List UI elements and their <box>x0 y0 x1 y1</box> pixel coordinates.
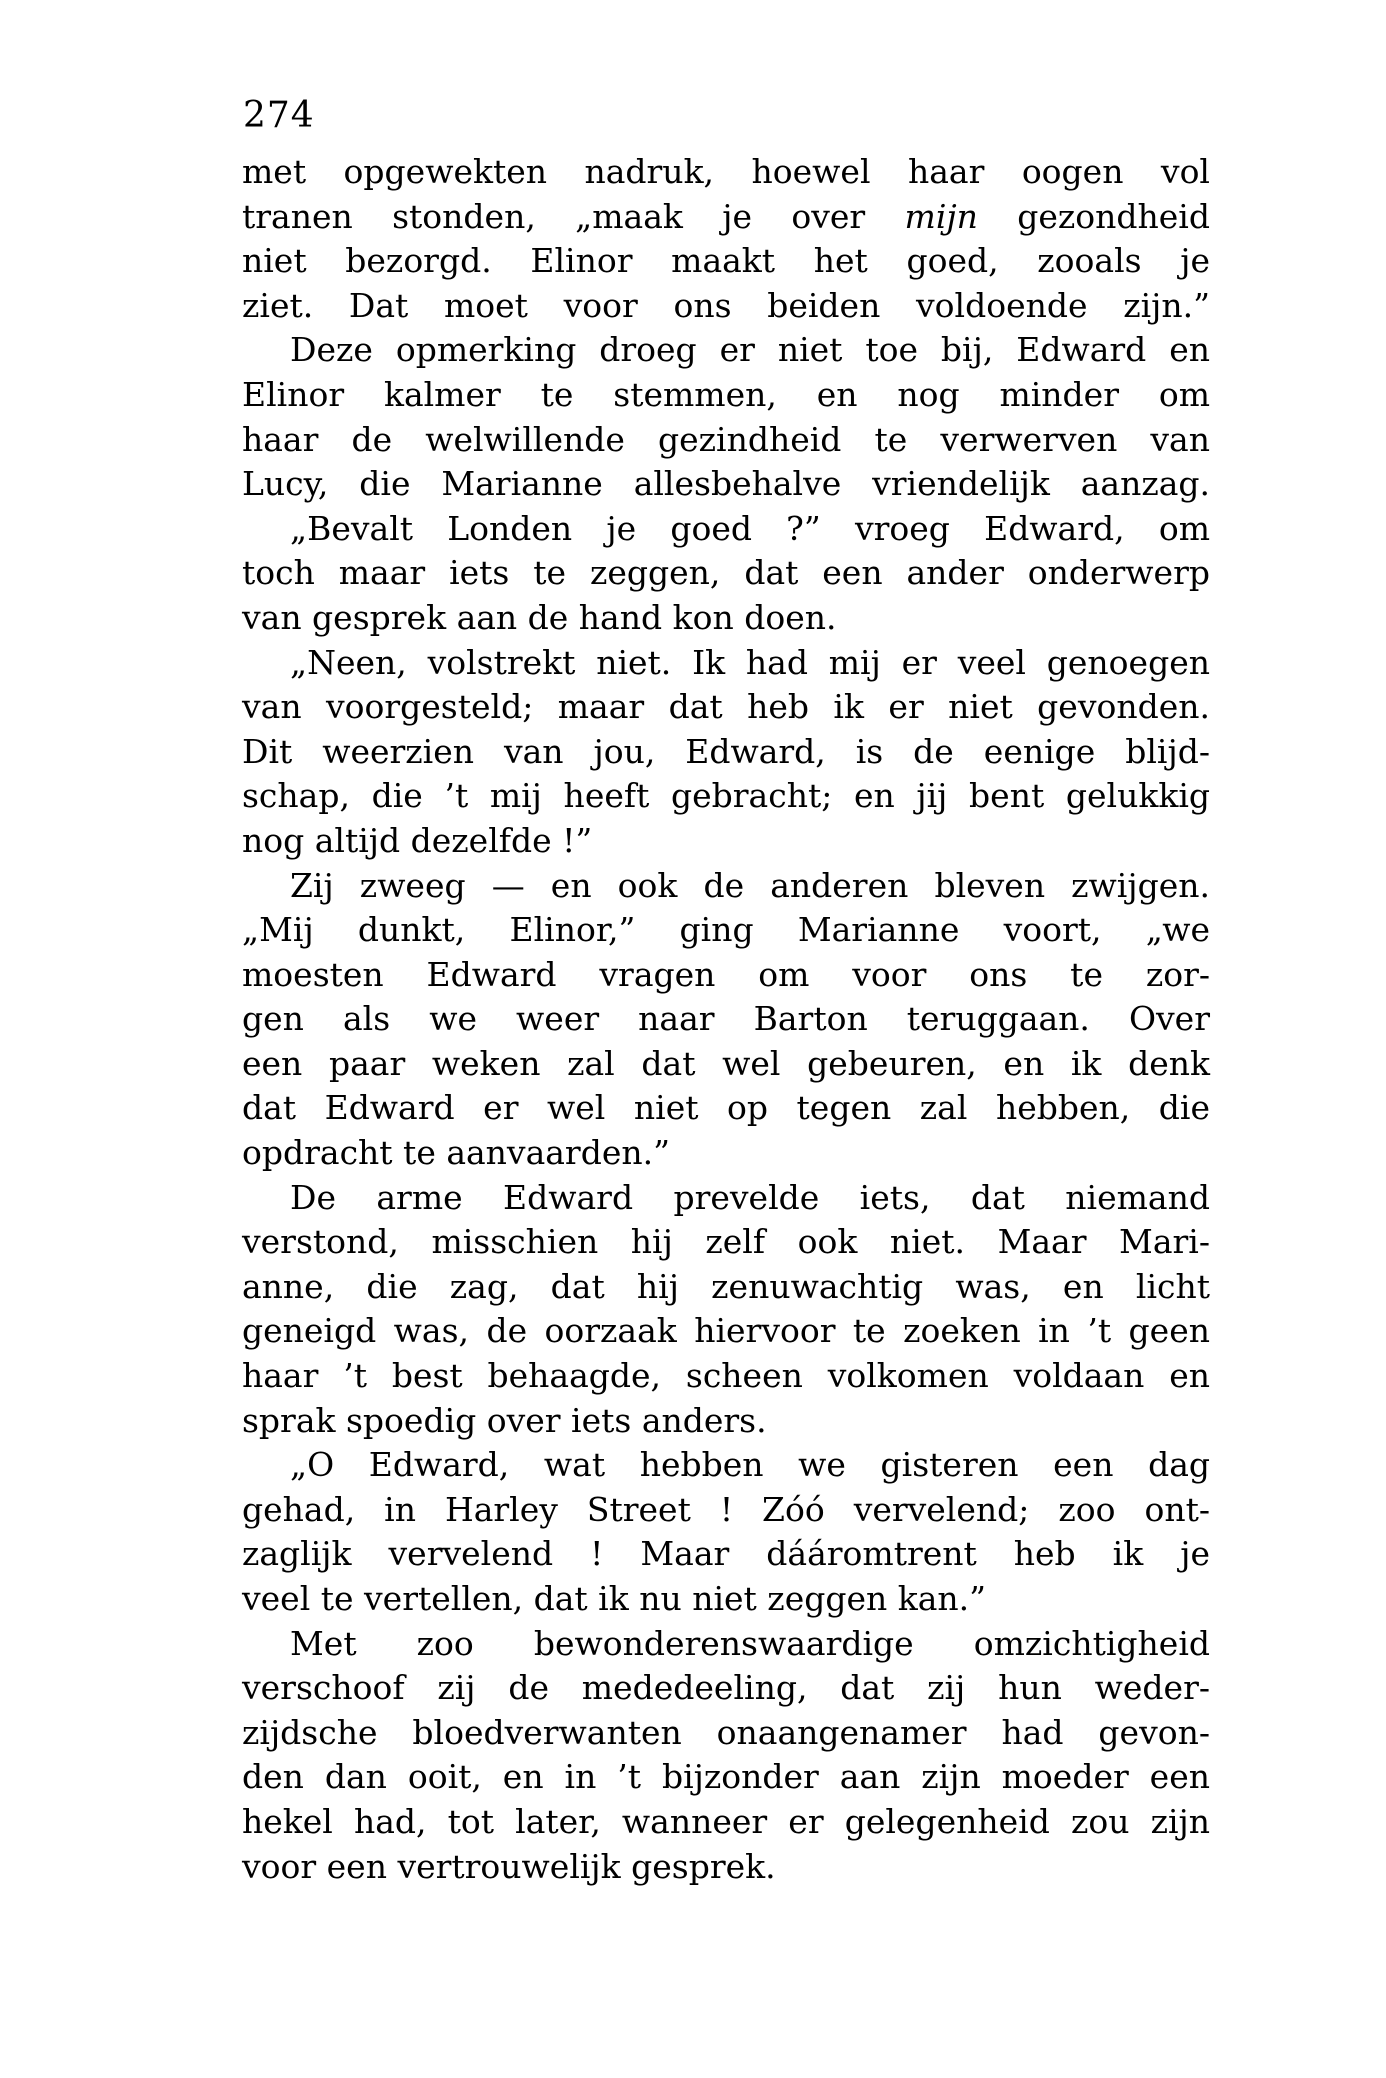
paragraph <box>242 150 1210 328</box>
text-segment: zaglijk vervelend ! Maar dááromtrent heb ik je <box>242 1534 1210 1574</box>
paragraph <box>242 1622 1210 1890</box>
text-line <box>242 1042 1210 1087</box>
text-segment: opdracht te aanvaarden.” <box>242 1133 670 1173</box>
text-segment: haar ’t best behaagde, scheen volkomen voldaan en <box>242 1356 1210 1396</box>
text-block <box>242 150 1210 1889</box>
text-line <box>242 1532 1210 1577</box>
text-segment: geneigd was, de oorzaak hiervoor te zoeken in ’t geen <box>242 1311 1210 1351</box>
text-line <box>242 1086 1210 1131</box>
text-segment: den dan ooit, en in ’t bijzonder aan zijn moeder een <box>242 1757 1210 1797</box>
text-segment: gen als we weer naar Barton teruggaan. Over <box>242 999 1210 1039</box>
text-line <box>242 864 1210 909</box>
text-segment: sprak spoedig over iets anders. <box>242 1400 767 1440</box>
text-line <box>242 1443 1210 1488</box>
text-segment: „O Edward, wat hebben we gisteren een dag <box>290 1445 1210 1485</box>
text-segment: schap, die ’t mij heeft gebracht; en jij bent gelukkig <box>242 776 1210 816</box>
text-segment: Deze opmerking droeg er niet toe bij, Edward en <box>290 330 1210 370</box>
text-segment: toch maar iets te zeggen, dat een ander onderwerp <box>242 553 1210 593</box>
text-line <box>242 150 1210 195</box>
text-segment: met opgewekten nadruk, hoewel haar oogen vol <box>242 152 1210 191</box>
text-line <box>242 685 1210 730</box>
text-line <box>242 284 1210 329</box>
text-segment: anne, die zag, dat hij zenuwachtig was, en licht <box>242 1266 1210 1306</box>
text-segment: gehad, in Harley Street ! Zóó vervelend; zoo ont- <box>242 1489 1210 1529</box>
text-line <box>242 418 1210 463</box>
text-line <box>242 641 1210 686</box>
text-segment: moesten Edward vragen om voor ons te zor- <box>242 954 1210 994</box>
text-segment: nog altijd dezelfde !” <box>242 820 593 860</box>
text-line <box>242 1845 1210 1890</box>
text-line <box>242 551 1210 596</box>
text-line <box>242 1666 1210 1711</box>
text-line <box>242 1488 1210 1533</box>
text-line <box>242 1711 1210 1756</box>
text-line <box>242 953 1210 998</box>
text-line <box>242 1800 1210 1845</box>
text-line <box>242 1577 1210 1622</box>
text-segment: verstond, misschien hij zelf ook niet. Maar Mari- <box>242 1222 1210 1262</box>
text-line <box>242 195 1210 240</box>
text-line <box>242 819 1210 864</box>
text-segment: gezondheid <box>977 196 1210 236</box>
text-segment: van gesprek aan de hand kon doen. <box>242 597 837 637</box>
paragraph <box>242 328 1210 506</box>
paragraph <box>242 641 1210 864</box>
text-segment: ziet. Dat moet voor ons beiden voldoende zijn.” <box>242 285 1210 325</box>
text-segment: tranen stonden, „maak je over <box>242 196 905 236</box>
paragraph <box>242 864 1210 1176</box>
text-segment: „Neen, volstrekt niet. Ik had mij er veel genoegen <box>290 642 1210 682</box>
paragraph <box>242 1176 1210 1444</box>
paragraph <box>242 507 1210 641</box>
text-line <box>242 1176 1210 1221</box>
text-line <box>242 774 1210 819</box>
paragraph <box>242 1443 1210 1621</box>
text-line <box>242 1265 1210 1310</box>
text-segment: niet bezorgd. Elinor maakt het goed, zooals je <box>242 241 1210 281</box>
text-segment: verschoof zij de mededeeling, dat zij hun weder- <box>242 1668 1210 1708</box>
emphasized-text: mijn <box>904 196 978 236</box>
page-number: 274 <box>243 95 315 136</box>
text-line <box>242 1220 1210 1265</box>
text-line <box>242 507 1210 552</box>
text-segment: een paar weken zal dat wel gebeuren, en ik denk <box>242 1043 1210 1083</box>
text-segment: haar de welwillende gezindheid te verwerven van <box>242 419 1210 459</box>
text-segment: dat Edward er wel niet op tegen zal hebben, die <box>242 1088 1210 1128</box>
text-segment: De arme Edward prevelde iets, dat niemand <box>290 1177 1210 1217</box>
text-segment: Lucy, die Marianne allesbehalve vriendelijk aanzag. <box>242 464 1210 504</box>
text-line <box>242 1399 1210 1444</box>
text-line <box>242 462 1210 507</box>
text-line <box>242 1131 1210 1176</box>
text-line <box>242 239 1210 284</box>
text-segment: „Bevalt Londen je goed ?” vroeg Edward, om <box>290 508 1210 548</box>
text-line <box>242 373 1210 418</box>
text-line <box>242 1622 1210 1667</box>
text-line <box>242 997 1210 1042</box>
text-segment: Met zoo bewonderenswaardige omzichtigheid <box>290 1623 1210 1663</box>
text-line <box>242 328 1210 373</box>
text-segment: veel te vertellen, dat ik nu niet zeggen kan.” <box>242 1579 987 1618</box>
text-line <box>242 1354 1210 1399</box>
text-segment: Elinor kalmer te stemmen, en nog minder om <box>242 374 1210 414</box>
text-line <box>242 1309 1210 1354</box>
text-segment: „Mij dunkt, Elinor,” ging Marianne voort, „we <box>242 910 1210 950</box>
text-line <box>242 908 1210 953</box>
text-line <box>242 730 1210 775</box>
text-segment: zijdsche bloedverwanten onaangenamer had gevon- <box>242 1712 1210 1752</box>
text-line <box>242 596 1210 641</box>
text-segment: hekel had, tot later, wanneer er gelegenheid zou zijn <box>242 1801 1210 1841</box>
text-segment: Zij zweeg — en ook de anderen bleven zwijgen. <box>290 865 1210 905</box>
text-segment: van voorgesteld; maar dat heb ik er niet gevonden. <box>242 687 1210 727</box>
text-segment: Dit weerzien van jou, Edward, is de eenige blijd- <box>242 731 1210 771</box>
text-line <box>242 1755 1210 1800</box>
text-segment: voor een vertrouwelijk gesprek. <box>242 1846 776 1886</box>
